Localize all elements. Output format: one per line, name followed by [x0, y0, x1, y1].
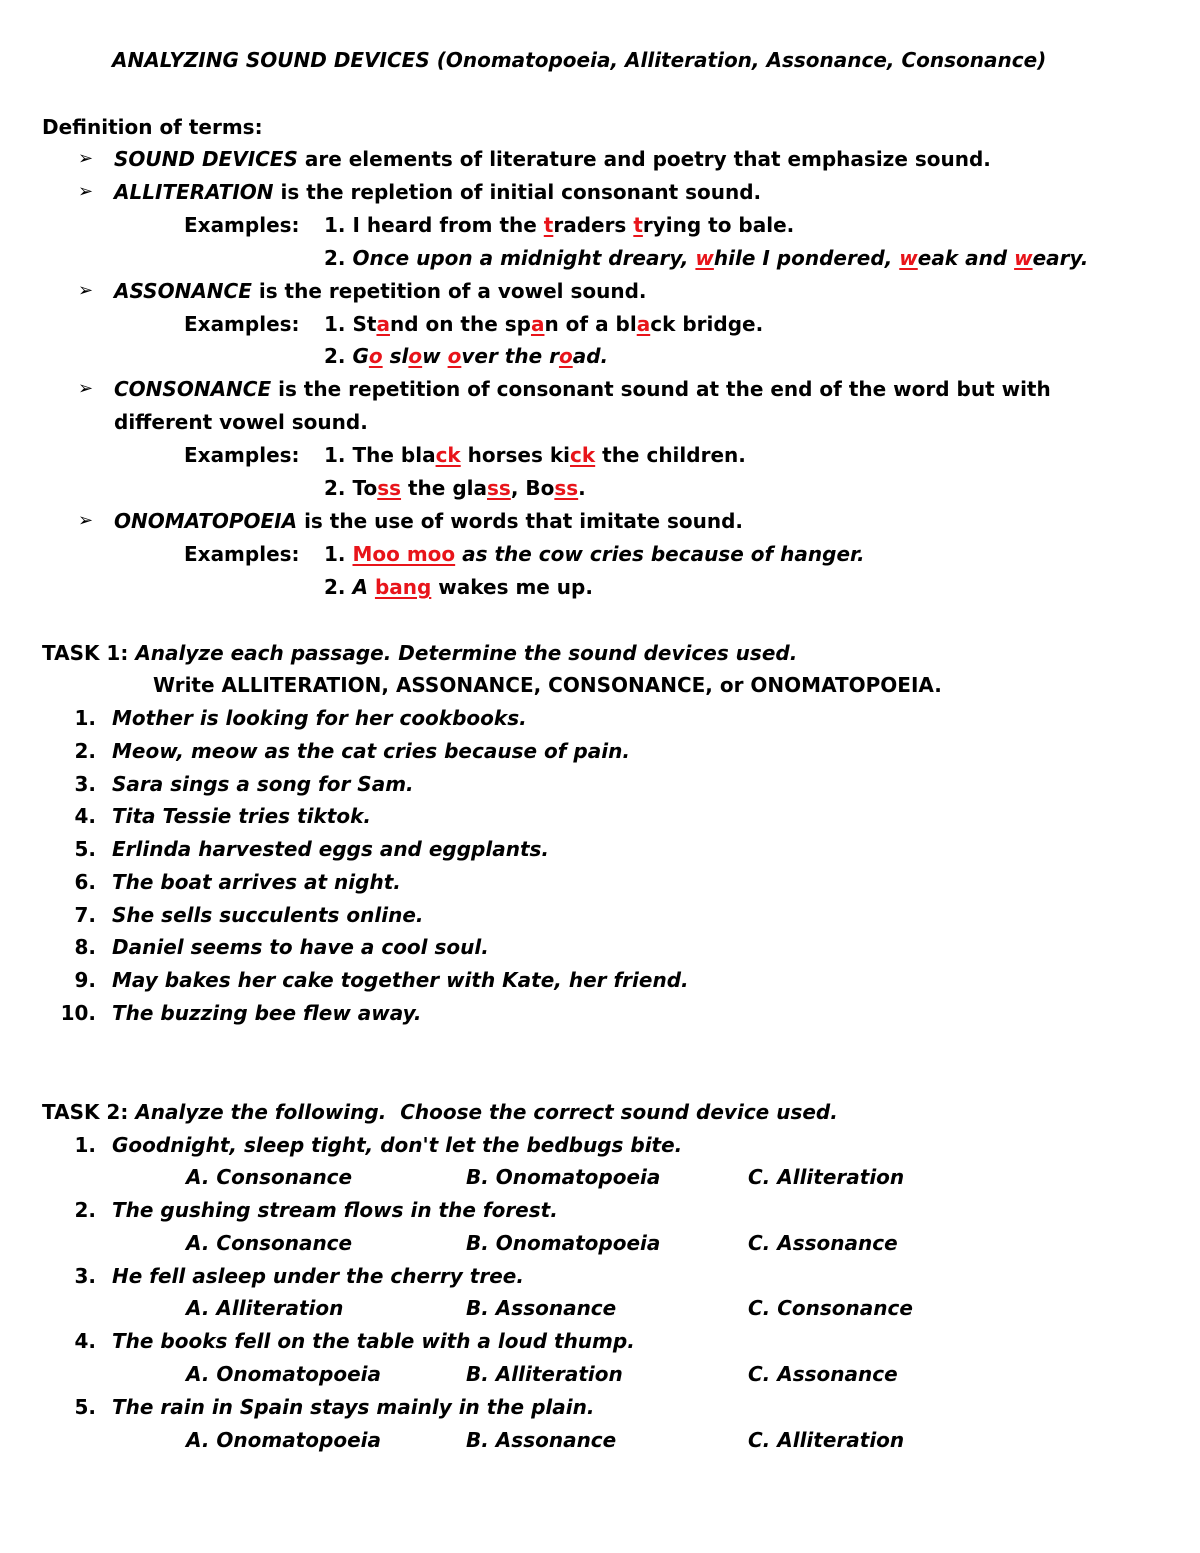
task2-question: The rain in Spain stays mainly in the plain. [112, 1395, 595, 1419]
highlight: Moo moo [352, 542, 456, 566]
highlight: ck [435, 443, 461, 467]
task2-question: He fell asleep under the cherry tree. [112, 1264, 524, 1288]
example-text: St [352, 312, 377, 336]
example-line [324, 346, 608, 366]
definition-text: are elements of literature and poetry that emphasize sound. [297, 147, 991, 171]
choice-b: B. Assonance [466, 1428, 617, 1452]
choice-a: A. Consonance [186, 1165, 353, 1189]
example-text: , Bo [510, 476, 555, 500]
item-number: 5. [74, 837, 96, 861]
choice-c: C. Consonance [748, 1296, 913, 1320]
item-number: 2. [74, 1198, 96, 1222]
item-number: 3. [74, 772, 96, 796]
example-number: 1. [324, 213, 346, 237]
task1-item: The boat arrives at night. [112, 870, 401, 894]
term: ONOMATOPOEIA [114, 509, 298, 533]
example-text: wakes me up. [431, 575, 593, 599]
highlight: w [1014, 246, 1033, 270]
choice-a: A. Alliteration [186, 1296, 344, 1320]
example-text: eak and [917, 246, 1015, 270]
choice-b: B. Onomatopoeia [466, 1231, 661, 1255]
item-number: 1. [74, 1133, 96, 1157]
term: ASSONANCE [114, 279, 252, 303]
definition-text: is the repetition of consonant sound at the end of the word but with [271, 377, 1051, 401]
example-text: ad. [572, 344, 609, 368]
task-instruction: Analyze each passage. Determine the sound devices used. [135, 641, 798, 665]
item-number: 5. [74, 1395, 96, 1419]
example-text: ver the r [461, 344, 559, 368]
definition-onomatopoeia [114, 511, 743, 531]
example-number: 1. [324, 312, 346, 336]
term: CONSONANCE [114, 377, 272, 401]
choice-c: C. Alliteration [748, 1165, 905, 1189]
task-label: TASK 2: [42, 1100, 129, 1124]
definition-text: is the repletion of initial consonant sound. [273, 180, 762, 204]
highlight: o [447, 344, 462, 368]
examples-label: Examples: [184, 542, 300, 566]
highlight: o [408, 344, 423, 368]
definition-text-continued: different vowel sound. [114, 410, 368, 434]
definition-consonance [114, 379, 1051, 399]
example-text: To [352, 476, 378, 500]
highlight: bang [374, 575, 432, 599]
highlight: t [633, 213, 643, 237]
item-number: 2. [74, 739, 96, 763]
example-text: rying to bale. [642, 213, 795, 237]
task1-instruction2: Write ALLITERATION, ASSONANCE, CONSONANCE, or ONOMATOPOEIA. [153, 673, 942, 697]
example-line [324, 445, 746, 465]
example-text: raders [553, 213, 634, 237]
example-number: 2. [324, 575, 346, 599]
highlight: t [543, 213, 554, 237]
example-number: 1. [324, 542, 346, 566]
choice-c: C. Assonance [748, 1362, 898, 1386]
bullet-arrow-icon: ➢ [78, 280, 94, 301]
example-line [324, 544, 865, 564]
example-line [324, 478, 586, 498]
choice-b: B. Alliteration [466, 1362, 623, 1386]
example-text: eary. [1032, 246, 1089, 270]
example-text: n of a bl [544, 312, 637, 336]
definition-alliteration [114, 182, 761, 202]
examples-label: Examples: [184, 213, 300, 237]
example-text: ck bridge. [650, 312, 764, 336]
highlight: w [695, 246, 714, 270]
bullet-arrow-icon: ➢ [78, 378, 94, 399]
choice-a: A. Onomatopoeia [186, 1428, 381, 1452]
item-number: 7. [74, 903, 96, 927]
highlight: a [530, 312, 545, 336]
example-text: . [578, 476, 586, 500]
definition-sound-devices [114, 149, 991, 169]
task1-heading [42, 643, 797, 663]
highlight: ck [570, 443, 596, 467]
choice-c: C. Assonance [748, 1231, 898, 1255]
example-line [324, 577, 593, 597]
example-text: hile I pondered, [713, 246, 900, 270]
item-number: 4. [74, 1329, 96, 1353]
item-number: 4. [74, 804, 96, 828]
example-text: the children. [595, 443, 746, 467]
task1-item: Meow, meow as the cat cries because of pain. [112, 739, 630, 763]
task1-item: The buzzing bee flew away. [112, 1001, 422, 1025]
choice-c: C. Alliteration [748, 1428, 905, 1452]
task-instruction: Analyze the following. Choose the correct sound device used. [135, 1100, 838, 1124]
example-line [324, 215, 794, 235]
item-number: 3. [74, 1264, 96, 1288]
item-number: 9. [74, 968, 96, 992]
bullet-arrow-icon: ➢ [78, 181, 94, 202]
task2-question: The books fell on the table with a loud thump. [112, 1329, 635, 1353]
task2-question: Goodnight, sleep tight, don't let the bedbugs bite. [112, 1133, 683, 1157]
task1-item: Tita Tessie tries tiktok. [112, 804, 371, 828]
item-number: 6. [74, 870, 96, 894]
example-text: Once upon a midnight dreary, [352, 246, 696, 270]
example-text: the gla [401, 476, 487, 500]
definition-text: is the use of words that imitate sound. [297, 509, 744, 533]
example-line [324, 248, 1088, 268]
page-title: ANALYZING SOUND DEVICES (Onomatopoeia, Alliteration, Assonance, Consonance) [112, 48, 1047, 72]
task1-item: Erlinda harvested eggs and eggplants. [112, 837, 550, 861]
example-text: as the cow cries because of hanger. [455, 542, 865, 566]
term: ALLITERATION [114, 180, 274, 204]
task1-item: Mother is looking for her cookbooks. [112, 706, 527, 730]
item-number: 8. [74, 935, 96, 959]
choice-b: B. Onomatopoeia [466, 1165, 661, 1189]
highlight: ss [554, 476, 579, 500]
definition-heading: Definition of terms: [42, 115, 263, 139]
example-text: G [352, 344, 369, 368]
choice-a: A. Onomatopoeia [186, 1362, 381, 1386]
example-number: 1. [324, 443, 346, 467]
definition-text: is the repetition of a vowel sound. [251, 279, 647, 303]
task2-heading [42, 1102, 838, 1122]
example-text: nd on the sp [389, 312, 531, 336]
example-text: horses ki [460, 443, 571, 467]
examples-label: Examples: [184, 312, 300, 336]
highlight: a [376, 312, 390, 336]
example-number: 2. [324, 476, 346, 500]
task1-item: May bakes her cake together with Kate, her friend. [112, 968, 689, 992]
term: SOUND DEVICES [114, 147, 298, 171]
task-label: TASK 1: [42, 641, 129, 665]
examples-label: Examples: [184, 443, 300, 467]
bullet-arrow-icon: ➢ [78, 148, 94, 169]
example-number: 2. [324, 246, 346, 270]
example-text: A [352, 575, 375, 599]
example-number: 2. [324, 344, 346, 368]
example-text: w [422, 344, 448, 368]
task1-item: Daniel seems to have a cool soul. [112, 935, 489, 959]
definition-assonance [114, 281, 647, 301]
choice-a: A. Consonance [186, 1231, 353, 1255]
example-line [324, 314, 763, 334]
highlight: ss [377, 476, 402, 500]
highlight: o [558, 344, 573, 368]
highlight: o [368, 344, 383, 368]
example-text: I heard from the [352, 213, 544, 237]
highlight: ss [487, 476, 511, 500]
task2-question: The gushing stream flows in the forest. [112, 1198, 558, 1222]
example-text: The bla [352, 443, 436, 467]
item-number: 10. [60, 1001, 96, 1025]
highlight: a [636, 312, 651, 336]
task1-item: She sells succulents online. [112, 903, 424, 927]
highlight: w [899, 246, 918, 270]
example-text: sl [382, 344, 409, 368]
bullet-arrow-icon: ➢ [78, 510, 94, 531]
task1-item: Sara sings a song for Sam. [112, 772, 414, 796]
choice-b: B. Assonance [466, 1296, 617, 1320]
item-number: 1. [74, 706, 96, 730]
